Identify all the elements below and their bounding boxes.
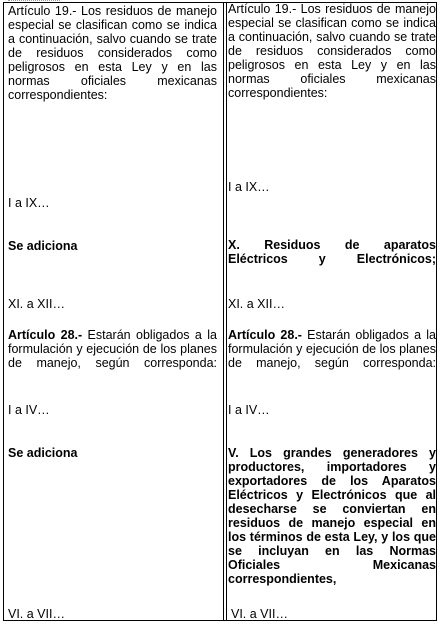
article-28-body: Estarán obligados a la formulación y ejecución de los planes de manejo, según corresponda:	[8, 328, 217, 370]
fractions-vi-vii-proposed: VI. a VII…	[231, 607, 288, 621]
fraction-x-text: X. Residuos de aparatos Eléctricos y Electrónicos;	[228, 238, 436, 266]
fractions-i-ix: I a IX…	[8, 196, 50, 210]
fractions-xi-xii: XI. a XII…	[8, 297, 65, 311]
se-adiciona-label	[8, 239, 217, 253]
fractions-i-ix-proposed: I a IX…	[228, 180, 270, 194]
article-28-text-proposed	[228, 328, 436, 370]
se-adiciona-text-2: Se adiciona	[8, 446, 78, 460]
fraction-v-added	[228, 446, 436, 586]
fractions-xi-xii-proposed: XI. a XII…	[228, 297, 285, 311]
article-19-text: Artículo 19.- Los residuos de manejo especial se clasifican como se indica a continuación, salvo cuando se trate de residuos considerados como peligrosos en esta Ley y en las normas oficiales mexicanas correspondientes:	[8, 4, 217, 102]
article-28-body-proposed: Estarán obligados a la formulación y ejecución de los planes de manejo, según corresponda:	[228, 328, 436, 370]
article-28-heading: Artículo 28.-	[8, 328, 83, 342]
se-adiciona-label-2	[8, 446, 217, 460]
fraction-v-text: V. Los grandes generadores y productores, importadores y exportadores de los Aparatos Eléctricos y Electrónicos que al desecharse se conviertan en residuos de manejo especial en los términos de esta Ley, y los que se incluyan en las Normas Oficiales Mexicanas correspondientes,	[228, 446, 436, 586]
current-text-column	[8, 3, 217, 620]
fractions-i-iv-proposed: I a IV…	[228, 403, 270, 417]
fractions-vi-vii: VI. a VII…	[8, 607, 65, 621]
column-divider-inner	[226, 3, 227, 620]
article-28-text	[8, 328, 217, 370]
column-divider	[223, 3, 224, 620]
proposed-text-column	[228, 3, 436, 620]
article-28-heading-proposed: Artículo 28.-	[228, 328, 302, 342]
article-19-text-proposed: Artículo 19.- Los residuos de manejo especial se clasifican como se indica a continuación, salvo cuando se trate de residuos considerados como peligrosos en esta Ley y en las normas oficiales mexicanas correspondientes:	[228, 2, 436, 100]
comparison-table	[3, 2, 437, 621]
se-adiciona-text: Se adiciona	[8, 239, 78, 253]
fraction-x-added	[228, 238, 436, 266]
fractions-i-iv: I a IV…	[8, 403, 50, 417]
